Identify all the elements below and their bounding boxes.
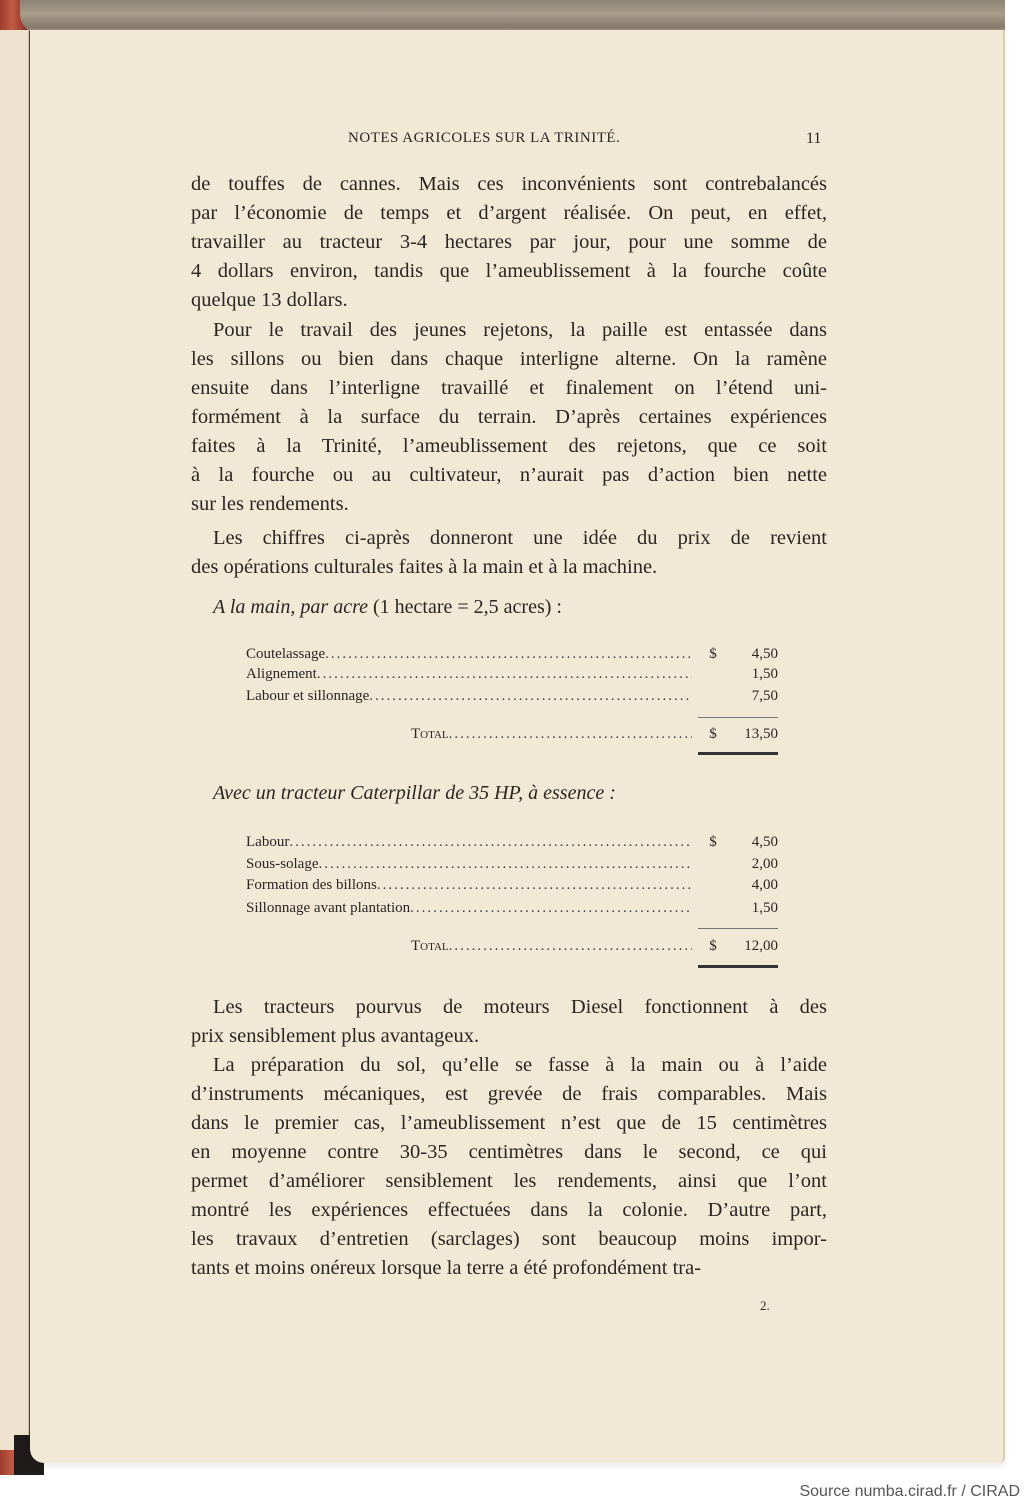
text-line: permet d’améliorer sensiblement les rendements, ainsi que l’ont	[191, 1170, 827, 1192]
table2-heading: Avec un tracteur Caterpillar de 35 HP, à essence :	[213, 782, 616, 804]
text-line: des opérations culturales faites à la main et à la machine.	[191, 556, 658, 578]
text-line: faites à la Trinité, l’ameublissement des rejetons, que ce soit	[191, 435, 827, 457]
text-line: montré les expériences effectuées dans la colonie. D’autre part,	[191, 1199, 827, 1221]
text-line: sur les rendements.	[191, 493, 349, 515]
text-line: La préparation du sol, qu’elle se fasse à la main ou à l’aide	[213, 1054, 827, 1076]
text-line: dans le premier cas, l’ameublissement n’est que de 15 centimètres	[191, 1112, 827, 1134]
table1-heading-rest: (1 hectare = 2,5 acres) :	[368, 596, 562, 618]
leader-dots	[377, 877, 692, 894]
row-label: Total	[411, 726, 449, 742]
leader-dots	[319, 856, 693, 873]
subtotal-rule	[698, 717, 778, 718]
source-credit: Source numba.cirad.fr / CIRAD	[799, 1483, 1020, 1500]
row-label: Formation des billons	[246, 877, 377, 893]
text-line: quelque 13 dollars.	[191, 289, 348, 311]
text-line: les sillons ou bien dans chaque interligne alterne. On la ramène	[191, 348, 827, 370]
row-label: Total	[411, 938, 449, 954]
page-number: 11	[806, 130, 822, 147]
page-stack-edge	[20, 0, 1005, 34]
table1-heading-italic: A la main, par acre	[213, 596, 368, 618]
row-label: Sous-solage	[246, 856, 319, 872]
row-value: 4,00	[751, 877, 778, 893]
row-value: 7,50	[751, 688, 778, 704]
row-value: 12,00	[744, 938, 778, 954]
table-row	[246, 646, 778, 666]
total-row	[246, 938, 778, 958]
table-row	[246, 856, 778, 876]
text-line: d’instruments mécaniques, est grevée de frais comparables. Mais	[191, 1083, 827, 1105]
total-row	[246, 726, 778, 746]
leader-dots	[325, 646, 692, 663]
leader-dots	[410, 900, 692, 917]
text-line: prix sensiblement plus avantageux.	[191, 1025, 480, 1047]
row-label: Labour	[246, 834, 290, 850]
facing-page-edge	[0, 30, 29, 1450]
row-label: Coutelassage	[246, 646, 326, 662]
leader-dots	[369, 688, 692, 705]
text-line: 4 dollars environ, tandis que l’ameublissement à la fourche coûte	[191, 260, 827, 282]
table1-heading	[213, 594, 827, 620]
row-value: 2,00	[751, 856, 778, 872]
total-double-rule	[698, 965, 778, 968]
leader-dots	[449, 938, 692, 955]
currency-symbol: $	[709, 834, 717, 850]
table-row	[246, 834, 778, 854]
text-line: formément à la surface du terrain. D’après certaines expériences	[191, 406, 827, 428]
row-label: Labour et sillonnage	[246, 688, 370, 704]
row-value: 4,50	[751, 834, 778, 850]
row-label: Sillonnage avant plantation	[246, 900, 411, 916]
subtotal-rule	[698, 928, 778, 929]
row-value: 13,50	[744, 726, 778, 742]
leader-dots	[317, 666, 692, 683]
currency-symbol: $	[709, 726, 717, 742]
row-value: 4,50	[751, 646, 778, 662]
text-line: Les chiffres ci-après donneront une idée du prix de revient	[213, 527, 827, 549]
table-row	[246, 900, 778, 920]
running-title: NOTES AGRICOLES SUR LA TRINITÉ.	[348, 130, 621, 146]
table-row	[246, 666, 778, 686]
text-line: Les tracteurs pourvus de moteurs Diesel fonctionnent à des	[213, 996, 827, 1018]
row-value: 1,50	[751, 900, 778, 916]
text-line: en moyenne contre 30-35 centimètres dans le second, ce qui	[191, 1141, 827, 1163]
currency-symbol: $	[709, 646, 717, 662]
table-row	[246, 877, 778, 897]
text-line: de touffes de cannes. Mais ces inconvénients sont contrebalancés	[191, 173, 827, 195]
signature-mark: 2.	[760, 1298, 770, 1313]
text-line: Pour le travail des jeunes rejetons, la paille est entassée dans	[213, 319, 827, 341]
currency-symbol: $	[709, 938, 717, 954]
text-line: ensuite dans l’interligne travaillé et finalement on l’étend uni-	[191, 377, 827, 399]
leader-dots	[289, 834, 692, 851]
text-line: les travaux d’entretien (sarclages) sont beaucoup moins impor-	[191, 1228, 827, 1250]
table-row	[246, 688, 778, 708]
row-label: Alignement	[246, 666, 317, 682]
text-line: à la fourche ou au cultivateur, n’aurait pas d’action bien nette	[191, 464, 827, 486]
total-double-rule	[698, 752, 778, 755]
row-value: 1,50	[751, 666, 778, 682]
text-line: tants et moins onéreux lorsque la terre a été profondément tra-	[191, 1257, 702, 1279]
leader-dots	[449, 726, 692, 743]
text-line: travailler au tracteur 3-4 hectares par jour, pour une somme de	[191, 231, 827, 253]
text-line: par l’économie de temps et d’argent réalisée. On peut, en effet,	[191, 202, 827, 224]
